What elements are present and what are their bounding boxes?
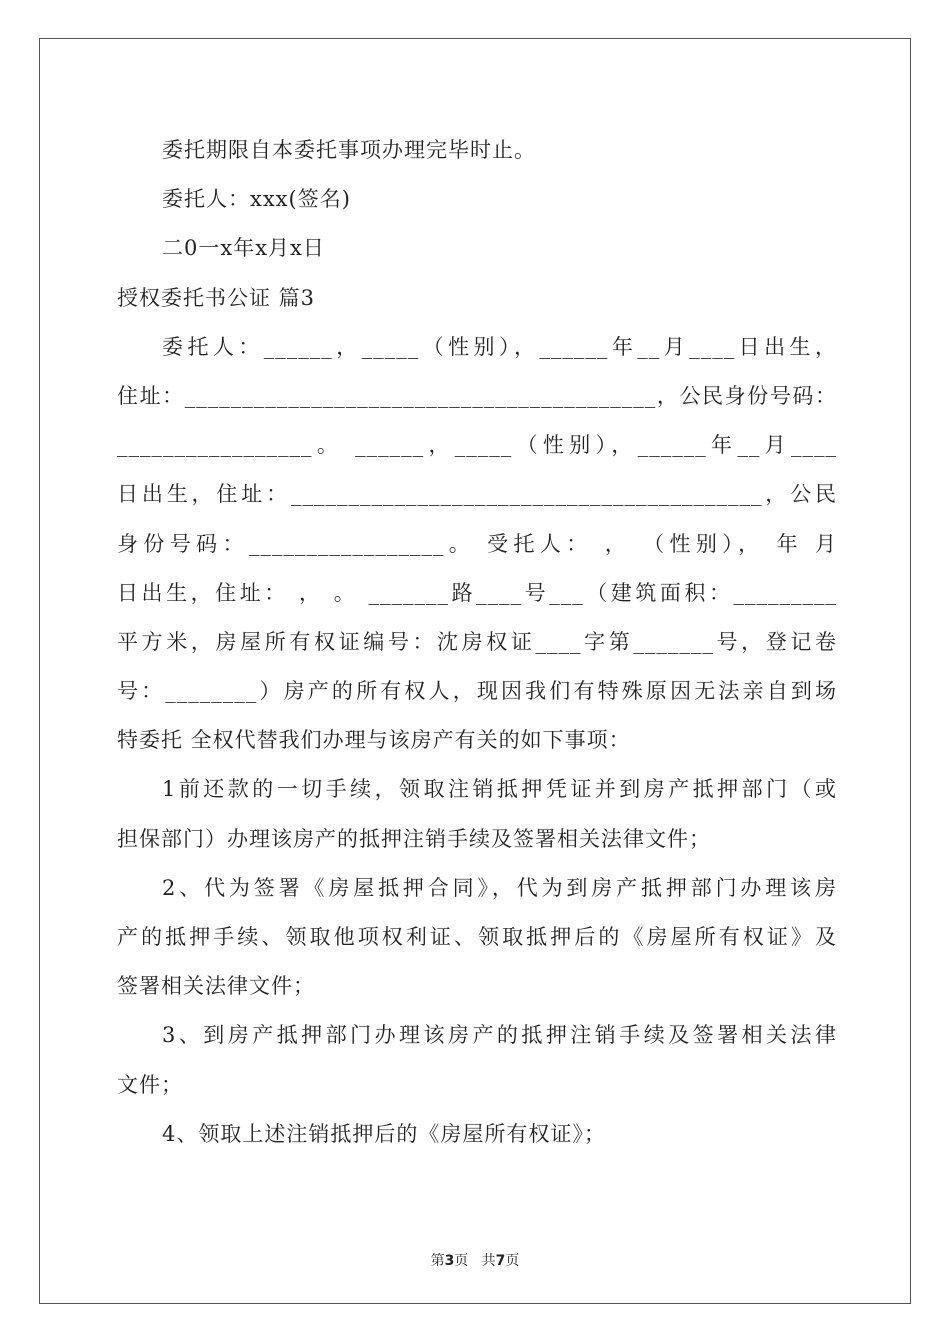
text-line: 二0一x年x月x日 xyxy=(162,236,325,261)
text-line: 担保部门）办理该房产的抵押注销手续及签署相关法律文件； xyxy=(117,826,711,851)
text-line: 平方米，房屋所有权证编号：沈房权证____字第_______号，登记卷 xyxy=(117,629,837,654)
text-line: 委托期限自本委托事项办理完毕时止。 xyxy=(162,138,536,162)
text-line: 委托人：xxx(签名) xyxy=(162,187,351,212)
text-line: _________________。 ______，_____（性别），______年__月____ xyxy=(117,433,837,458)
text-line: 签署相关法律文件； xyxy=(117,974,315,999)
text-line: 日出生，住址：_________________________________________，公民 xyxy=(117,482,837,507)
page-footer xyxy=(0,1250,950,1270)
text-line: 身份号码：_________________。 受托人： ， （性别）， 年 月 xyxy=(117,531,837,556)
total-pages: 7 xyxy=(495,1253,506,1269)
text-line: 号：________）房产的所有权人，现因我们有特殊原因无法亲自到场 xyxy=(117,679,837,704)
total-prefix: 共 xyxy=(481,1253,496,1269)
document-body xyxy=(117,126,837,1159)
text-line: 4、领取上述注销抵押后的《房屋所有权证》； xyxy=(162,1121,606,1146)
text-line: 住址：_________________________________________，公民身份号码： xyxy=(117,383,837,408)
section-heading: 授权委托书公证 篇3 xyxy=(117,285,316,310)
text-line: 特委托 全权代替我们办理与该房产有关的如下事项： xyxy=(117,728,631,753)
text-line: 3、到房产抵押部门办理该房产的抵押注销手续及签署相关法律 xyxy=(162,1023,837,1048)
total-suffix: 页 xyxy=(505,1253,520,1269)
text-line: 2、代为签署《房屋抵押合同》，代为到房产抵押部门办理该房 xyxy=(162,875,837,900)
page-prefix: 第 xyxy=(430,1253,445,1269)
text-line: 1前还款的一切手续，领取注销抵押凭证并到房产抵押部门（或 xyxy=(162,777,837,802)
text-line: 产的抵押手续、领取他项权利证、领取抵押后的《房屋所有权证》及 xyxy=(117,925,837,949)
text-line: 日出生，住址： ， 。 _______路____号___（建筑面积：_________ xyxy=(117,580,837,605)
text-line: 委托人：______，_____（性别），______年__月____日出生， xyxy=(162,334,837,359)
page-suffix: 页 xyxy=(454,1253,469,1269)
page-number: 3 xyxy=(444,1253,455,1269)
text-line: 文件； xyxy=(117,1072,183,1097)
